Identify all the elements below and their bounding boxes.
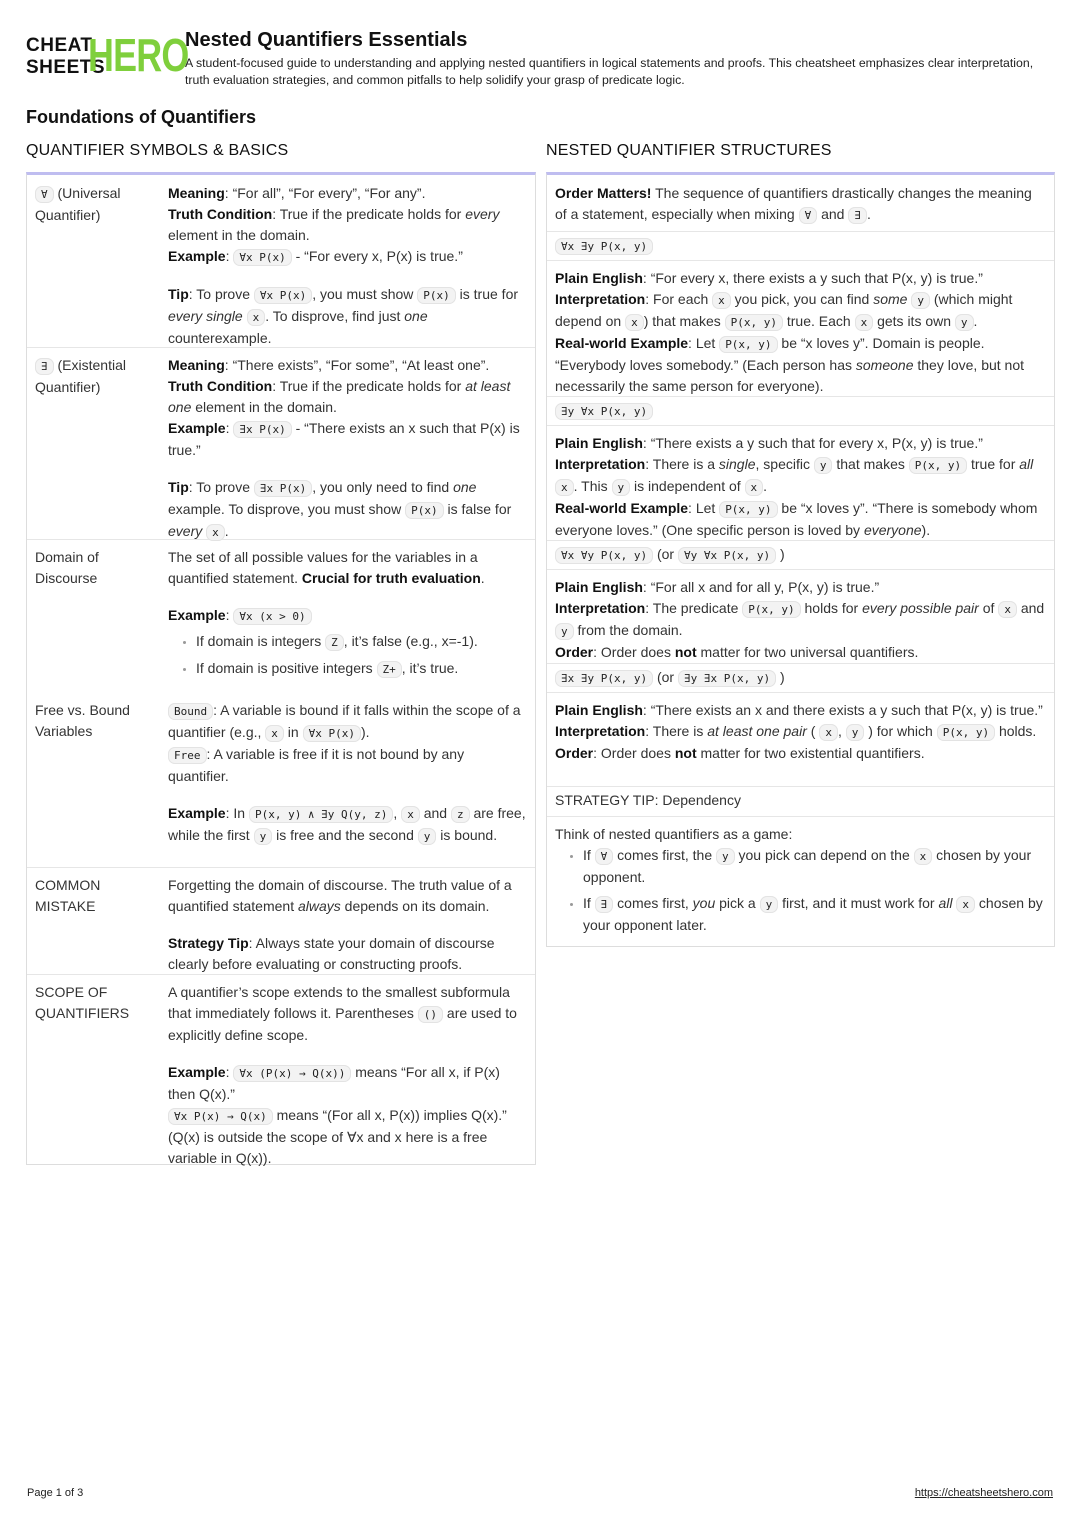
text: True if the predicate holds for [279,206,466,222]
text: is true for [455,286,519,302]
text: To prove [196,286,254,302]
text: ( [806,723,820,739]
universal-symbol: ∀ [595,848,614,865]
formula-code: ∃x P(x) [233,421,291,438]
text: that makes [832,456,909,472]
variable-code: y [911,292,930,309]
text: is independent of [630,478,745,494]
def-scope: A quantifier’s scope extends to the smallest subformula that immediately follows it. Parentheses () are used to explicitly define scope. Example: ∀x (P(x) → Q(x)) means “For all x, if P(x) then Q(x).” ∀x P(x) → Q(x) means “(For all x, P(x)) implies Q(x).” (Q(x) is outside the scope of ∀x and x here is a free variable in Q(x)). [168,984,517,1166]
text: (or [653,669,678,685]
variable-code: y [716,848,735,865]
order-matters-row [547,175,1054,232]
variable-code: x [998,601,1017,618]
text: . [224,523,229,539]
parentheses-code: () [418,1006,443,1023]
text: ) [776,546,785,562]
page-number: Page 1 of 3 [27,1487,84,1499]
text: , it’s true. [401,660,459,676]
explanation-row-exists-forall [547,425,1054,541]
table-row-domain [27,539,535,692]
def-universal: Meaning: “For all”, “For every”, “For any”. Truth Condition: True if the predicate holds for every element in the domain. Example: ∀x P(x) - “For every x, P(x) is true.” Tip: To prove ∀x P(x) , you must show P(x) is true for every single x . To disprove, find just one counterexample. [168,185,519,346]
text: depends on its domain. [340,898,490,914]
table-row-existential [27,347,535,540]
meaning-label: Meaning [168,185,225,201]
variable-code: x [265,725,284,742]
formula-code: P(x) [417,287,456,304]
order-label: Order [555,745,594,761]
emphasis: some [873,291,908,307]
emphasis: single [718,456,756,472]
text: : A variable is free if it is not bound by any quantifier. [168,746,465,784]
text: “There exists an x and there exists a y such that P(x, y) is true.” [650,702,1043,718]
text: are used to explicitly define scope. [168,1005,517,1043]
text: . [973,313,978,329]
page-subtitle: A student-focused guide to understanding and applying nested quantifiers in logical statements and proofs. This cheatsheet emphasizes clear interpretation, truth evaluation strategies, and common pitfalls to help solidify your grasp of predicate logic. [185,56,1034,87]
formula-row-exists-forall [547,396,1054,426]
formula-code: ∃x ∃y P(x, y) [555,670,653,687]
text: If [583,895,595,911]
tip-label: Tip [168,479,189,495]
text: matter for two existential quantifiers. [696,745,925,761]
text: and [817,206,849,222]
explanation-text: Plain English: “For every x, there exists a y such that P(x, y) is true.” Interpretation: For each x you pick, you can find some y (which might depend on x ) that makes P(x, y) true. Each x gets its own y . Real-world Example: Let P(x, y) be “x loves y”. Domain is people. “Everybody loves somebody.” (Each person has someone they love, but not necessarily the same person for everyone). [555,270,1025,394]
variable-code: x [401,806,420,823]
variable-code: x [914,848,933,865]
footer-link[interactable]: https://cheatsheetshero.com [914,1487,1053,1499]
text: , you must show [312,286,418,302]
free-code: Free [168,747,207,764]
table-row-free-bound [27,692,535,868]
formula-code: P(x, y) [719,501,777,518]
variable-code: x [745,479,764,496]
text: element in the domain. [168,227,310,243]
text: There is [652,723,708,739]
strategy-tip-title-row [547,786,1054,817]
text: they love, but not necessarily the same person for everyone). [555,357,1025,394]
bold-text: Order Matters! [555,185,652,201]
emphasis: at least one pair [707,723,807,739]
variable-code: x [206,524,225,541]
formula-code: P(x, y) ∧ ∃y Q(y, z) [249,806,393,823]
text: ) that makes [643,313,725,329]
existential-symbol: ∃ [35,358,54,375]
text: The predicate [652,600,743,616]
emphasis: all [938,895,953,911]
variable-code: x [247,309,266,326]
variable-code: y [846,724,865,741]
text: be “x loves y”. “There is somebody whom everyone loves.” (One specific person is loved by [555,500,1038,538]
set-code: Z [325,634,344,651]
formula-code: P(x) [405,502,444,519]
meaning-label: Meaning [168,357,225,373]
quantifier-basics-table [26,172,536,1165]
def-domain: The set of all possible values for the variables in a quantified statement. Crucial for truth evaluation. Example: ∀x (x > 0) • If domain is integers Z , it’s false (e.g., x=-1). • If domain is positive integers Z+ , it’s true. [168,547,528,685]
text: ). [360,724,370,740]
order-label: Order [555,644,594,660]
variable-code: y [254,828,273,845]
tip-label: Tip [168,286,189,302]
explanation-row-forall-exists [547,260,1054,397]
text: Let [695,335,720,351]
text: from the domain. [573,622,683,638]
variable-code: x [712,292,731,309]
text: and [419,805,451,821]
domain-example-list [168,631,528,680]
text: you pick can depend on the [734,847,914,863]
text: true for [967,456,1020,472]
variable-code: y [418,828,437,845]
emphasis: you [692,895,716,911]
explanation-row-exists-exists [547,692,1054,787]
text: first, and it must work for [778,895,939,911]
text: ) [776,669,785,685]
logo-word-cheat: CHEAT [26,35,93,56]
text: Think of nested quantifiers as a game: [555,826,793,842]
bold-text: not [674,644,697,660]
interpretation-label: Interpretation [555,723,646,739]
text: There is a [652,456,719,472]
formula-code: P(x, y) [719,336,777,353]
text: The sequence of quantifiers drastically changes the meaning of a statement, especially when mixing [555,185,1032,222]
strategy-list [555,845,1046,936]
variable-code: y [612,479,631,496]
text: A quantifier’s scope extends to the smallest subformula that immediately follows it. Parentheses [168,984,510,1021]
emphasis: someone [855,357,914,373]
variable-code: y [814,457,833,474]
emphasis: every single [168,308,243,324]
example-label: Example [168,1064,226,1080]
text: Order does [600,644,675,660]
def-common-mistake: Forgetting the domain of discourse. The truth value of a quantified statement always depends on its domain. Strategy Tip: Always state your domain of discourse clearly before evaluating or constructing proofs. [168,877,512,972]
universal-symbol: ∀ [799,207,818,224]
explanation-text: Plain English: “There exists a y such that for every x, P(x, y) is true.” Interpretation: There is a single, specific y that makes P(x, y) true for all x . This y is independent of x . Real-world Example: Let P(x, y) be “x loves y”. “There is somebody whom everyone loves.” (One specific person is loved by everyone). [555,435,1038,538]
example-label: Example [168,420,226,436]
text: are free, while the first [168,805,526,843]
text: of [978,600,999,616]
table-row-universal [27,175,535,348]
formula-code: ∃y ∀x P(x, y) [555,403,653,420]
interpretation-label: Interpretation [555,600,646,616]
text: The set of all possible values for the variables in a quantified statement. [168,549,478,586]
strategy-tip-row [547,816,1054,946]
logo-word-sheets: SHEETS [26,57,106,78]
def-existential: Meaning: “There exists”, “For some”, “At least one”. Truth Condition: True if the predicate holds for at least one element in the domain. Example: ∃x P(x) - “There exists an x such that P(x) is true.” Tip: To prove ∃x P(x) , you only need to find one example. To disprove, you must show P(x) is false for every x . [168,357,520,539]
text: comes first, [613,895,693,911]
plain-english-label: Plain English [555,435,643,451]
text: chosen by your opponent later. [583,895,1043,933]
truth-label: Truth Condition [168,378,273,394]
emphasis: every possible pair [862,600,979,616]
list-item [196,631,528,653]
term-scope: SCOPE OF QUANTIFIERS [35,984,130,1021]
explanation-text: Plain English: “For all x and for all y, P(x, y) is true.” Interpretation: The predicate P(x, y) holds for every possible pair of x and y from the domain. Order: Order does not matter for two universal quantifiers. [555,579,1045,660]
variable-code: x [625,314,644,331]
bold-text: not [674,745,697,761]
text: ). [921,522,931,538]
text: is bound. [436,827,498,843]
cheatsheets-hero-logo[interactable] [26,29,189,81]
text: is free and the second [272,827,418,843]
plain-english-label: Plain English [555,579,643,595]
formula-row-forall-exists [547,231,1054,261]
text: , you only need to find [312,479,454,495]
page-title: Nested Quantifiers Essentials [185,29,468,51]
real-world-label: Real-world Example [555,500,689,516]
formula-code: P(x, y) [937,724,995,741]
right-column-heading: NESTED QUANTIFIER STRUCTURES [546,142,832,159]
text: ) for which [864,723,937,739]
formula-code: ∀x (P(x) → Q(x)) [233,1065,351,1082]
text: Order does [600,745,675,761]
strategy-tip-label: Strategy Tip [168,935,249,951]
text: (which might depend on [555,291,1013,329]
example-label: Example [168,248,226,264]
formula-code: ∀x ∃y P(x, y) [555,238,653,255]
emphasis: everyone [863,522,922,538]
def-free-bound: Bound : A variable is bound if it falls within the scope of a quantifier (e.g., x in ∀x P(x) ). Free : A variable is free if it is not bound by any quantifier. Example: In P(x, y) ∧ ∃y Q(y, z) , x and z are free, while the first y is free and the second y is bound. [168,702,526,843]
text: For each [653,291,713,307]
term-label: (Existential Quantifier) [35,357,126,395]
formula-row-forall-forall [547,540,1054,570]
strategy-tip-text [555,824,1046,941]
text: is false for [443,501,512,517]
example-label: Example [168,607,226,623]
plain-english-label: Plain English [555,702,643,718]
logo-word-hero: HERO [88,29,189,81]
formula-code: P(x, y) [725,314,783,331]
text: In [233,805,249,821]
list-item [583,845,1046,888]
term-free-bound: Free vs. Bound Variables [35,702,130,739]
text: If [583,847,595,863]
interpretation-label: Interpretation [555,456,646,472]
text: in [283,724,303,740]
nested-structures-table [546,172,1055,947]
existential-symbol: ∃ [595,896,614,913]
text: . [866,206,871,222]
variable-code: y [760,896,779,913]
strategy-tip-title: STRATEGY TIP: Dependency [555,792,741,808]
explanation-row-forall-forall [547,569,1054,664]
text: If domain is positive integers [196,660,377,676]
text: . [763,478,768,494]
explanation-text: Plain English: “There exists an x and there exists a y such that P(x, y) is true.” Interpretation: There is at least one pair ( x , y ) for which P(x, y) holds. Order: Order does not matter for two existential quantifiers. [555,702,1043,761]
emphasis: every [168,523,203,539]
formula-code: ∀x P(x) [254,287,312,304]
plain-english-label: Plain English [555,270,643,286]
left-column-heading: QUANTIFIER SYMBOLS & BASICS [26,142,289,159]
text: holds for [800,600,863,616]
text: , [393,805,402,821]
variable-code: y [555,623,574,640]
text: (or [653,546,678,562]
meaning-text: “There exists”, “For some”, “At least one”. [232,357,490,373]
variable-code: x [956,896,975,913]
bold-text: Crucial for truth evaluation [301,570,481,586]
variable-code: x [819,724,838,741]
text: means “For all x, if P(x) then Q(x).” [168,1064,500,1102]
term-label: (Universal Quantifier) [35,185,121,223]
truth-label: Truth Condition [168,206,273,222]
term-universal [35,183,155,226]
table-row-common-mistake [27,867,535,975]
text: “For every x, there exists a y such that P(x, y) is true.” [650,270,983,286]
text: , specific [755,456,814,472]
formula-row-exists-exists [547,663,1054,693]
text: you pick, you can find [730,291,874,307]
formula-code: ∀y ∀x P(x, y) [678,547,776,564]
formula-code: ∀x P(x) → Q(x) [168,1108,273,1125]
text: true. Each [782,313,855,329]
existential-symbol: ∃ [848,207,867,224]
variable-code: y [955,314,974,331]
text: Always state your domain of discourse clearly before evaluating or constructing proofs. [168,935,495,972]
text: example. To disprove, you must show [168,501,406,517]
formula-code: ∃y ∃x P(x, y) [678,670,776,687]
text: To prove [196,479,254,495]
list-item [196,658,528,680]
text: element in the domain. [191,399,337,415]
emphasis: all [1019,456,1034,472]
emphasis: one [404,308,428,324]
text: counterexample. [168,330,272,346]
formula-code: ∀x ∀y P(x, y) [555,547,653,564]
text: . To disprove, find just [265,308,405,324]
variable-code: x [855,314,874,331]
text: holds. [995,723,1037,739]
universal-symbol: ∀ [35,186,54,203]
term-common-mistake: COMMON MISTAKE [35,877,101,914]
text: Let [695,500,720,516]
meaning-text: “For all”, “For every”, “For any”. [232,185,426,201]
list-item [583,893,1046,936]
text: matter for two universal quantifiers. [696,644,919,660]
set-code: Z+ [377,661,402,678]
term-domain: Domain of Discourse [35,549,99,586]
emphasis: every [465,206,500,222]
text: , it’s false (e.g., x=-1). [343,633,478,649]
variable-code: x [555,479,574,496]
text: If domain is integers [196,633,326,649]
text: pick a [715,895,760,911]
example-label: Example [168,805,226,821]
real-world-label: Real-world Example [555,335,689,351]
text: Forgetting the domain of discourse. The truth value of a quantified statement [168,877,512,914]
term-existential [35,355,155,398]
text: True if the predicate holds for [279,378,466,394]
formula-code: P(x, y) [742,601,800,618]
emphasis: one [453,479,477,495]
example-text: - “For every x, P(x) is true.” [295,248,463,264]
formula-code: ∃x P(x) [254,480,312,497]
formula-code: ∀x P(x) [233,249,291,266]
text: “There exists a y such that for every x, P(x, y) is true.” [650,435,983,451]
bound-code: Bound [168,703,213,720]
text: , [837,723,846,739]
example-text: - “There exists an x such that P(x) is true.” [168,420,520,458]
variable-code: z [451,806,470,823]
section-title: Foundations of Quantifiers [26,107,256,127]
formula-code: ∀x (x > 0) [233,608,311,625]
emphasis: always [297,898,341,914]
text: : A variable is bound if it falls within the scope of a quantifier (e.g., [168,702,521,740]
text: be “x loves y”. Domain is people. “Everybody loves somebody.” (Each person has [555,335,985,373]
text: gets its own [873,313,955,329]
text: and [1016,600,1045,616]
text: . This [573,478,612,494]
formula-code: ∀x P(x) [303,725,361,742]
text: “For all x and for all y, P(x, y) is true.” [650,579,880,595]
text: means “(For all x, P(x)) implies Q(x).” (Q(x) is outside the scope of ∀x and x here is a free variable in Q(x)). [168,1107,507,1166]
formula-code: P(x, y) [909,457,967,474]
order-matters-text [555,183,1046,226]
interpretation-label: Interpretation [555,291,646,307]
text: comes first, the [613,847,716,863]
text: chosen by your opponent. [583,847,1032,885]
table-row-scope [27,974,535,1164]
emphasis: at least one [168,378,511,415]
